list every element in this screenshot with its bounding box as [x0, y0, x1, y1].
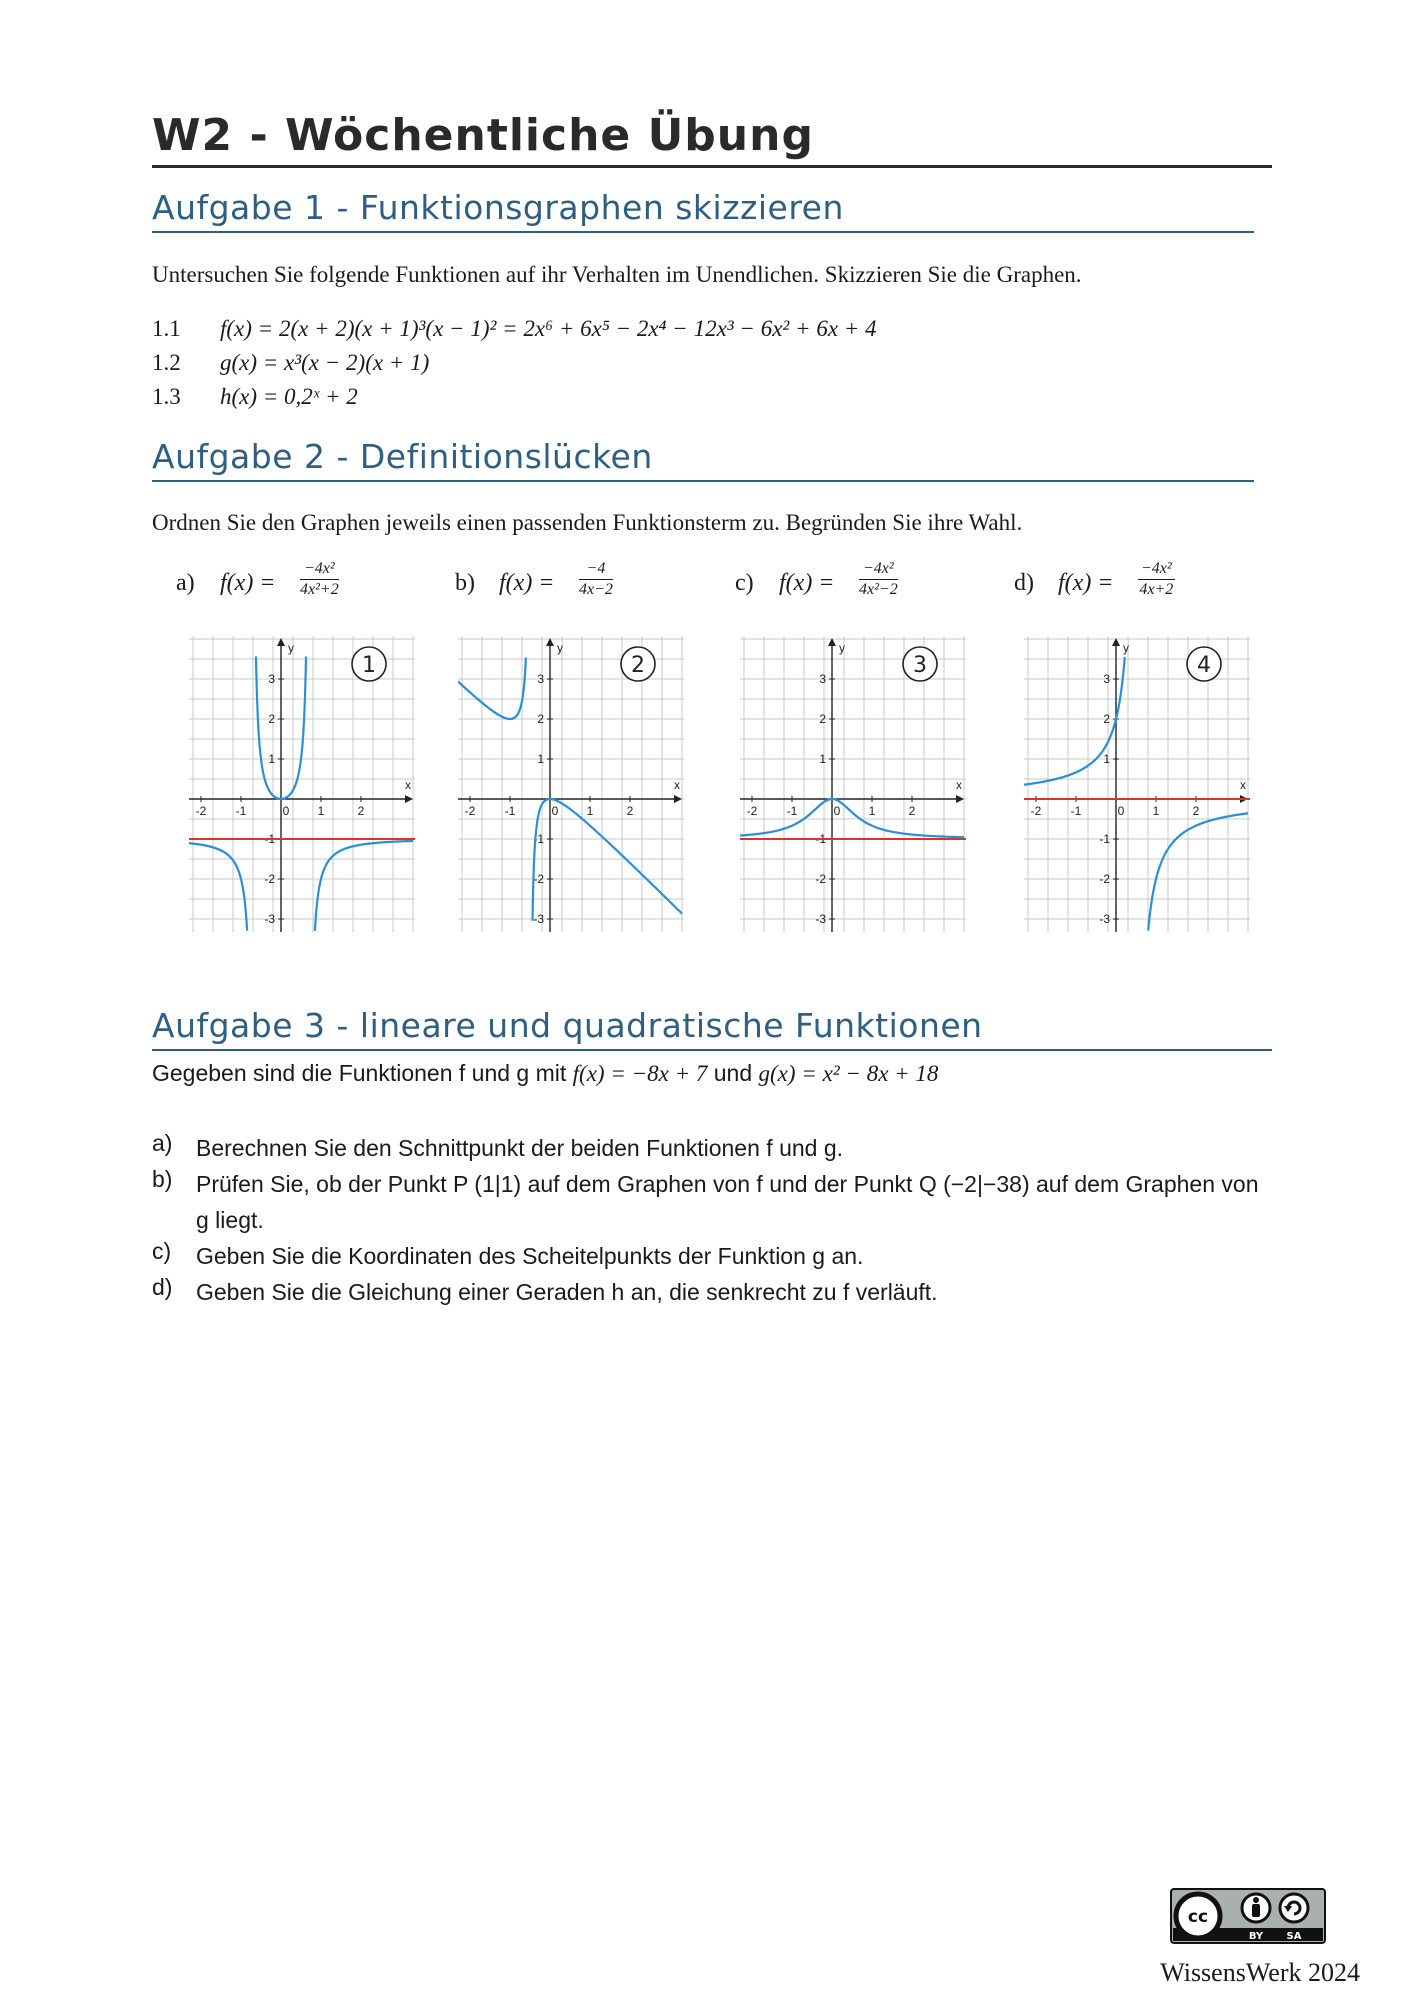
- task-number: 1.1: [152, 316, 181, 341]
- y-tick-label: -1: [533, 832, 544, 846]
- x-axis-label: x: [674, 778, 680, 792]
- graph-3: [740, 636, 966, 932]
- y-tick-label: 1: [268, 752, 275, 766]
- y-tick-label: -1: [815, 832, 826, 846]
- y-tick-label: -3: [815, 912, 826, 926]
- x-tick-label: -2: [464, 804, 476, 818]
- graph-number: 2: [631, 653, 645, 678]
- fraction-denominator: 4x²−2: [859, 581, 898, 598]
- y-tick-label: 3: [1103, 672, 1110, 686]
- task-expression: f(x) = 2(x + 2)(x + 1)³(x − 1)² = 2x⁶ + 6x⁵ − 2x⁴ − 12x³ − 6x² + 6x + 4: [220, 316, 877, 341]
- x-tick-label: 2: [357, 804, 365, 818]
- section-3-heading: Aufgabe 3 - lineare und quadratische Funktionen: [152, 1006, 1272, 1051]
- subtask-label: a): [152, 1130, 173, 1156]
- x-tick-label: -1: [235, 804, 247, 818]
- y-tick-label: 1: [819, 752, 826, 766]
- y-tick-label: -2: [533, 872, 544, 886]
- option-lhs: f(x) =: [220, 570, 276, 596]
- graph-2: [458, 636, 684, 932]
- y-tick-label: 2: [1103, 712, 1110, 726]
- option-label: b): [455, 570, 475, 596]
- y-tick-label: 2: [268, 712, 275, 726]
- graph-3-plot: [740, 636, 966, 932]
- task-number: 1.3: [152, 384, 181, 409]
- graph-4-plot: [1024, 636, 1250, 932]
- footer-credit: WissensWerk 2024: [1160, 1958, 1360, 1987]
- x-tick-label: 2: [626, 804, 634, 818]
- x-tick-label: 2: [908, 804, 916, 818]
- x-tick-label: -1: [1070, 804, 1082, 818]
- x-axis-arrow: [405, 795, 413, 803]
- task-expression: h(x) = 0,2ˣ + 2: [220, 384, 358, 409]
- x-tick-label: -2: [1030, 804, 1042, 818]
- section-2-heading: Aufgabe 2 - Definitionslücken: [152, 437, 1254, 482]
- section-2-instruction: Ordnen Sie den Graphen jeweils einen passenden Funktionsterm zu. Begründen Sie ihre Wahl.: [152, 510, 1023, 535]
- function-g: g(x) = x² − 8x + 18: [758, 1061, 939, 1086]
- x-tick-label: 1: [317, 804, 325, 818]
- grid: [189, 636, 415, 932]
- section-1-instruction: Untersuchen Sie folgende Funktionen auf ihr Verhalten im Unendlichen. Skizzieren Sie die Graphen.: [152, 262, 1082, 287]
- subtask-text: Geben Sie die Gleichung einer Geraden h an, die senkrecht zu f verläuft.: [196, 1279, 938, 1305]
- fraction-numerator: −4x²: [859, 560, 898, 580]
- x-tick-label: -2: [195, 804, 207, 818]
- attribution-icon: [1242, 1894, 1270, 1922]
- fraction-numerator: −4: [579, 560, 613, 580]
- graph-2-plot: [458, 636, 684, 932]
- function-curve: [315, 841, 413, 931]
- function-curve: [740, 799, 964, 837]
- y-tick-label: 1: [537, 752, 544, 766]
- y-tick-label: 3: [819, 672, 826, 686]
- graph-number: 1: [362, 653, 376, 678]
- option-lhs: f(x) =: [779, 570, 835, 596]
- y-axis-label: y: [839, 641, 845, 655]
- subtask-label: b): [152, 1166, 173, 1192]
- cc-text: cc: [1187, 1907, 1209, 1927]
- fraction-denominator: 4x²+2: [300, 581, 339, 598]
- y-tick-label: -3: [264, 912, 275, 926]
- fraction-numerator: −4x²: [300, 560, 339, 580]
- x-axis-label: x: [956, 778, 962, 792]
- task-number: 1.2: [152, 350, 181, 375]
- x-tick-label: 0: [1117, 804, 1125, 818]
- by-label: BY: [1248, 1931, 1264, 1942]
- fraction-denominator: 4x+2: [1139, 581, 1174, 598]
- x-axis-label: x: [1240, 778, 1246, 792]
- y-tick-label: 3: [537, 672, 544, 686]
- option-label: d): [1014, 570, 1034, 596]
- x-tick-label: 1: [586, 804, 594, 818]
- option-label: a): [176, 570, 195, 596]
- x-axis-arrow: [956, 795, 964, 803]
- option-fraction: [579, 560, 613, 599]
- subtask-text: Geben Sie die Koordinaten des Scheitelpunkts der Funktion g an.: [196, 1243, 864, 1269]
- graph-1-plot: [189, 636, 415, 932]
- option-fraction: [1138, 560, 1175, 599]
- graph-number: 4: [1197, 653, 1211, 678]
- x-tick-label: 1: [1152, 804, 1160, 818]
- section-1-heading: Aufgabe 1 - Funktionsgraphen skizzieren: [152, 188, 1254, 233]
- x-tick-label: -1: [504, 804, 516, 818]
- x-tick-label: -2: [746, 804, 758, 818]
- graph-number: 3: [913, 653, 927, 678]
- option-lhs: f(x) =: [499, 570, 555, 596]
- function-curve: [1148, 813, 1248, 930]
- intro-text: Gegeben sind die Funktionen f und g mit: [152, 1060, 573, 1086]
- y-tick-label: -3: [533, 912, 544, 926]
- fraction-numerator: −4x²: [1138, 560, 1175, 580]
- intro-text: und: [707, 1060, 759, 1086]
- option-fraction: [859, 560, 898, 599]
- grid: [740, 636, 966, 932]
- x-tick-label: -1: [786, 804, 798, 818]
- y-tick-label: 2: [819, 712, 826, 726]
- subtask-label: c): [152, 1238, 172, 1264]
- function-curve: [189, 843, 247, 931]
- option-lhs: f(x) =: [1058, 570, 1114, 596]
- y-axis-label: y: [288, 641, 294, 655]
- cc-icon: [1176, 1894, 1220, 1938]
- x-tick-label: 1: [868, 804, 876, 818]
- sa-label: SA: [1286, 1931, 1302, 1942]
- task-expression: g(x) = x³(x − 2)(x + 1): [220, 350, 430, 375]
- subtask-label: d): [152, 1274, 173, 1300]
- x-axis-arrow: [674, 795, 682, 803]
- graph-1: [189, 636, 415, 932]
- grid: [458, 636, 684, 932]
- option-label: c): [735, 570, 754, 596]
- y-tick-label: -2: [1099, 872, 1110, 886]
- function-curve: [458, 658, 526, 720]
- x-tick-label: 0: [833, 804, 841, 818]
- y-tick-label: -2: [815, 872, 826, 886]
- y-tick-label: -1: [1099, 832, 1110, 846]
- option-fraction: [300, 560, 339, 599]
- y-tick-label: -2: [264, 872, 275, 886]
- y-tick-label: -1: [264, 832, 275, 846]
- cc-by-sa-badge: [1170, 1888, 1326, 1944]
- x-tick-label: 0: [551, 804, 559, 818]
- page-title: W2 - Wöchentliche Übung: [152, 110, 1272, 168]
- subtask-text: Berechnen Sie den Schnittpunkt der beiden Funktionen f und g.: [196, 1135, 844, 1161]
- fraction-denominator: 4x−2: [579, 581, 613, 598]
- y-axis-label: y: [557, 641, 563, 655]
- grid: [1024, 636, 1250, 932]
- function-f: f(x) = −8x + 7: [572, 1061, 708, 1086]
- y-tick-label: 2: [537, 712, 544, 726]
- x-axis-label: x: [405, 778, 411, 792]
- y-axis-label: y: [1123, 641, 1129, 655]
- y-tick-label: 1: [1103, 752, 1110, 766]
- x-tick-label: 2: [1192, 804, 1200, 818]
- subtask-text: Prüfen Sie, ob der Punkt P (1|1) auf dem Graphen von f und der Punkt Q (−2|−38) auf dem Graphen von g liegt.: [196, 1171, 1259, 1233]
- graph-4: [1024, 636, 1250, 932]
- y-tick-label: 3: [268, 672, 275, 686]
- section-3-intro: [152, 1060, 938, 1087]
- x-tick-label: 0: [282, 804, 290, 818]
- y-tick-label: -3: [1099, 912, 1110, 926]
- share-alike-icon: [1280, 1894, 1308, 1922]
